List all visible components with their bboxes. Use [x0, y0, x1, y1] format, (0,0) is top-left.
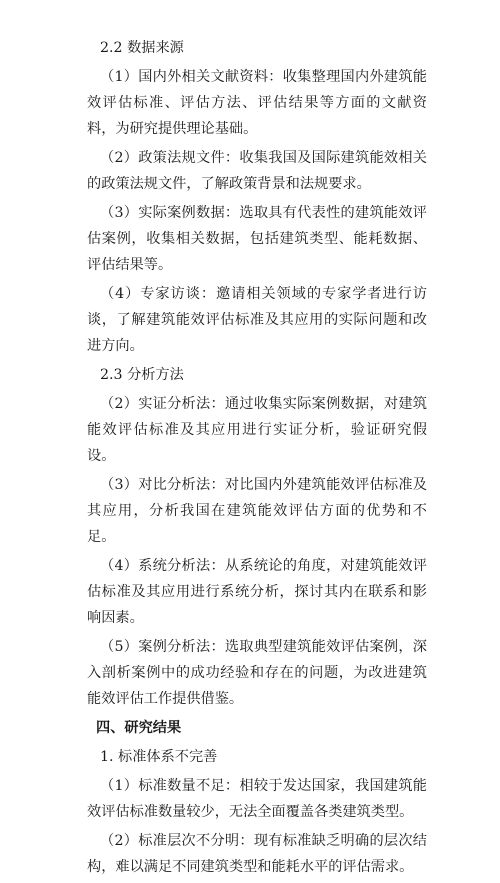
analysis-method-item-2: （2）实证分析法：通过收集实际案例数据，对建筑能效评估标准及其应用进行实证分析，验证研究假设。	[87, 396, 427, 464]
analysis-method-item-4: （4）系统分析法：从系统论的角度，对建筑能效评估标准及其应用进行系统分析，探讨其内在联系和影响因素。	[87, 558, 427, 626]
result-item-2: （2）标准层次不分明：现有标准缺乏明确的层次结构，难以满足不同建筑类型和能耗水平的评估需求。	[87, 833, 427, 875]
analysis-method-item-5: （5）案例分析法：选取典型建筑能效评估案例，深入剖析案例中的成功经验和存在的问题，为改进建筑能效评估工作提供借鉴。	[87, 639, 427, 707]
data-source-item-4: （4）专家访谈：邀请相关领域的专家学者进行访谈，了解建筑能效评估标准及其应用的实际问题和改进方向。	[87, 286, 427, 354]
section-2-2-heading: 2.2 数据来源	[100, 40, 184, 56]
document-body	[87, 35, 427, 883]
section-2-3-heading: 2.3 分析方法	[100, 367, 184, 383]
data-source-item-3: （3）实际案例数据：选取具有代表性的建筑能效评估案例，收集相关数据，包括建筑类型、能耗数据、评估结果等。	[87, 205, 427, 273]
data-source-item-2: （2）政策法规文件：收集我国及国际建筑能效相关的政策法规文件，了解政策背景和法规要求。	[87, 150, 427, 192]
data-source-item-1: （1）国内外相关文献资料：收集整理国内外建筑能效评估标准、评估方法、评估结果等方面的文献资料，为研究提供理论基础。	[87, 69, 427, 137]
analysis-method-item-3: （3）对比分析法：对比国内外建筑能效评估标准及其应用，分析我国在建筑能效评估方面的优势和不足。	[87, 477, 427, 545]
section-4-heading: 四、研究结果	[96, 720, 182, 736]
result-item-1: （1）标准数量不足：相较于发达国家，我国建筑能效评估标准数量较少，无法全面覆盖各类建筑类型。	[87, 778, 427, 820]
subsection-4-1-heading: 1. 标准体系不完善	[100, 749, 218, 765]
